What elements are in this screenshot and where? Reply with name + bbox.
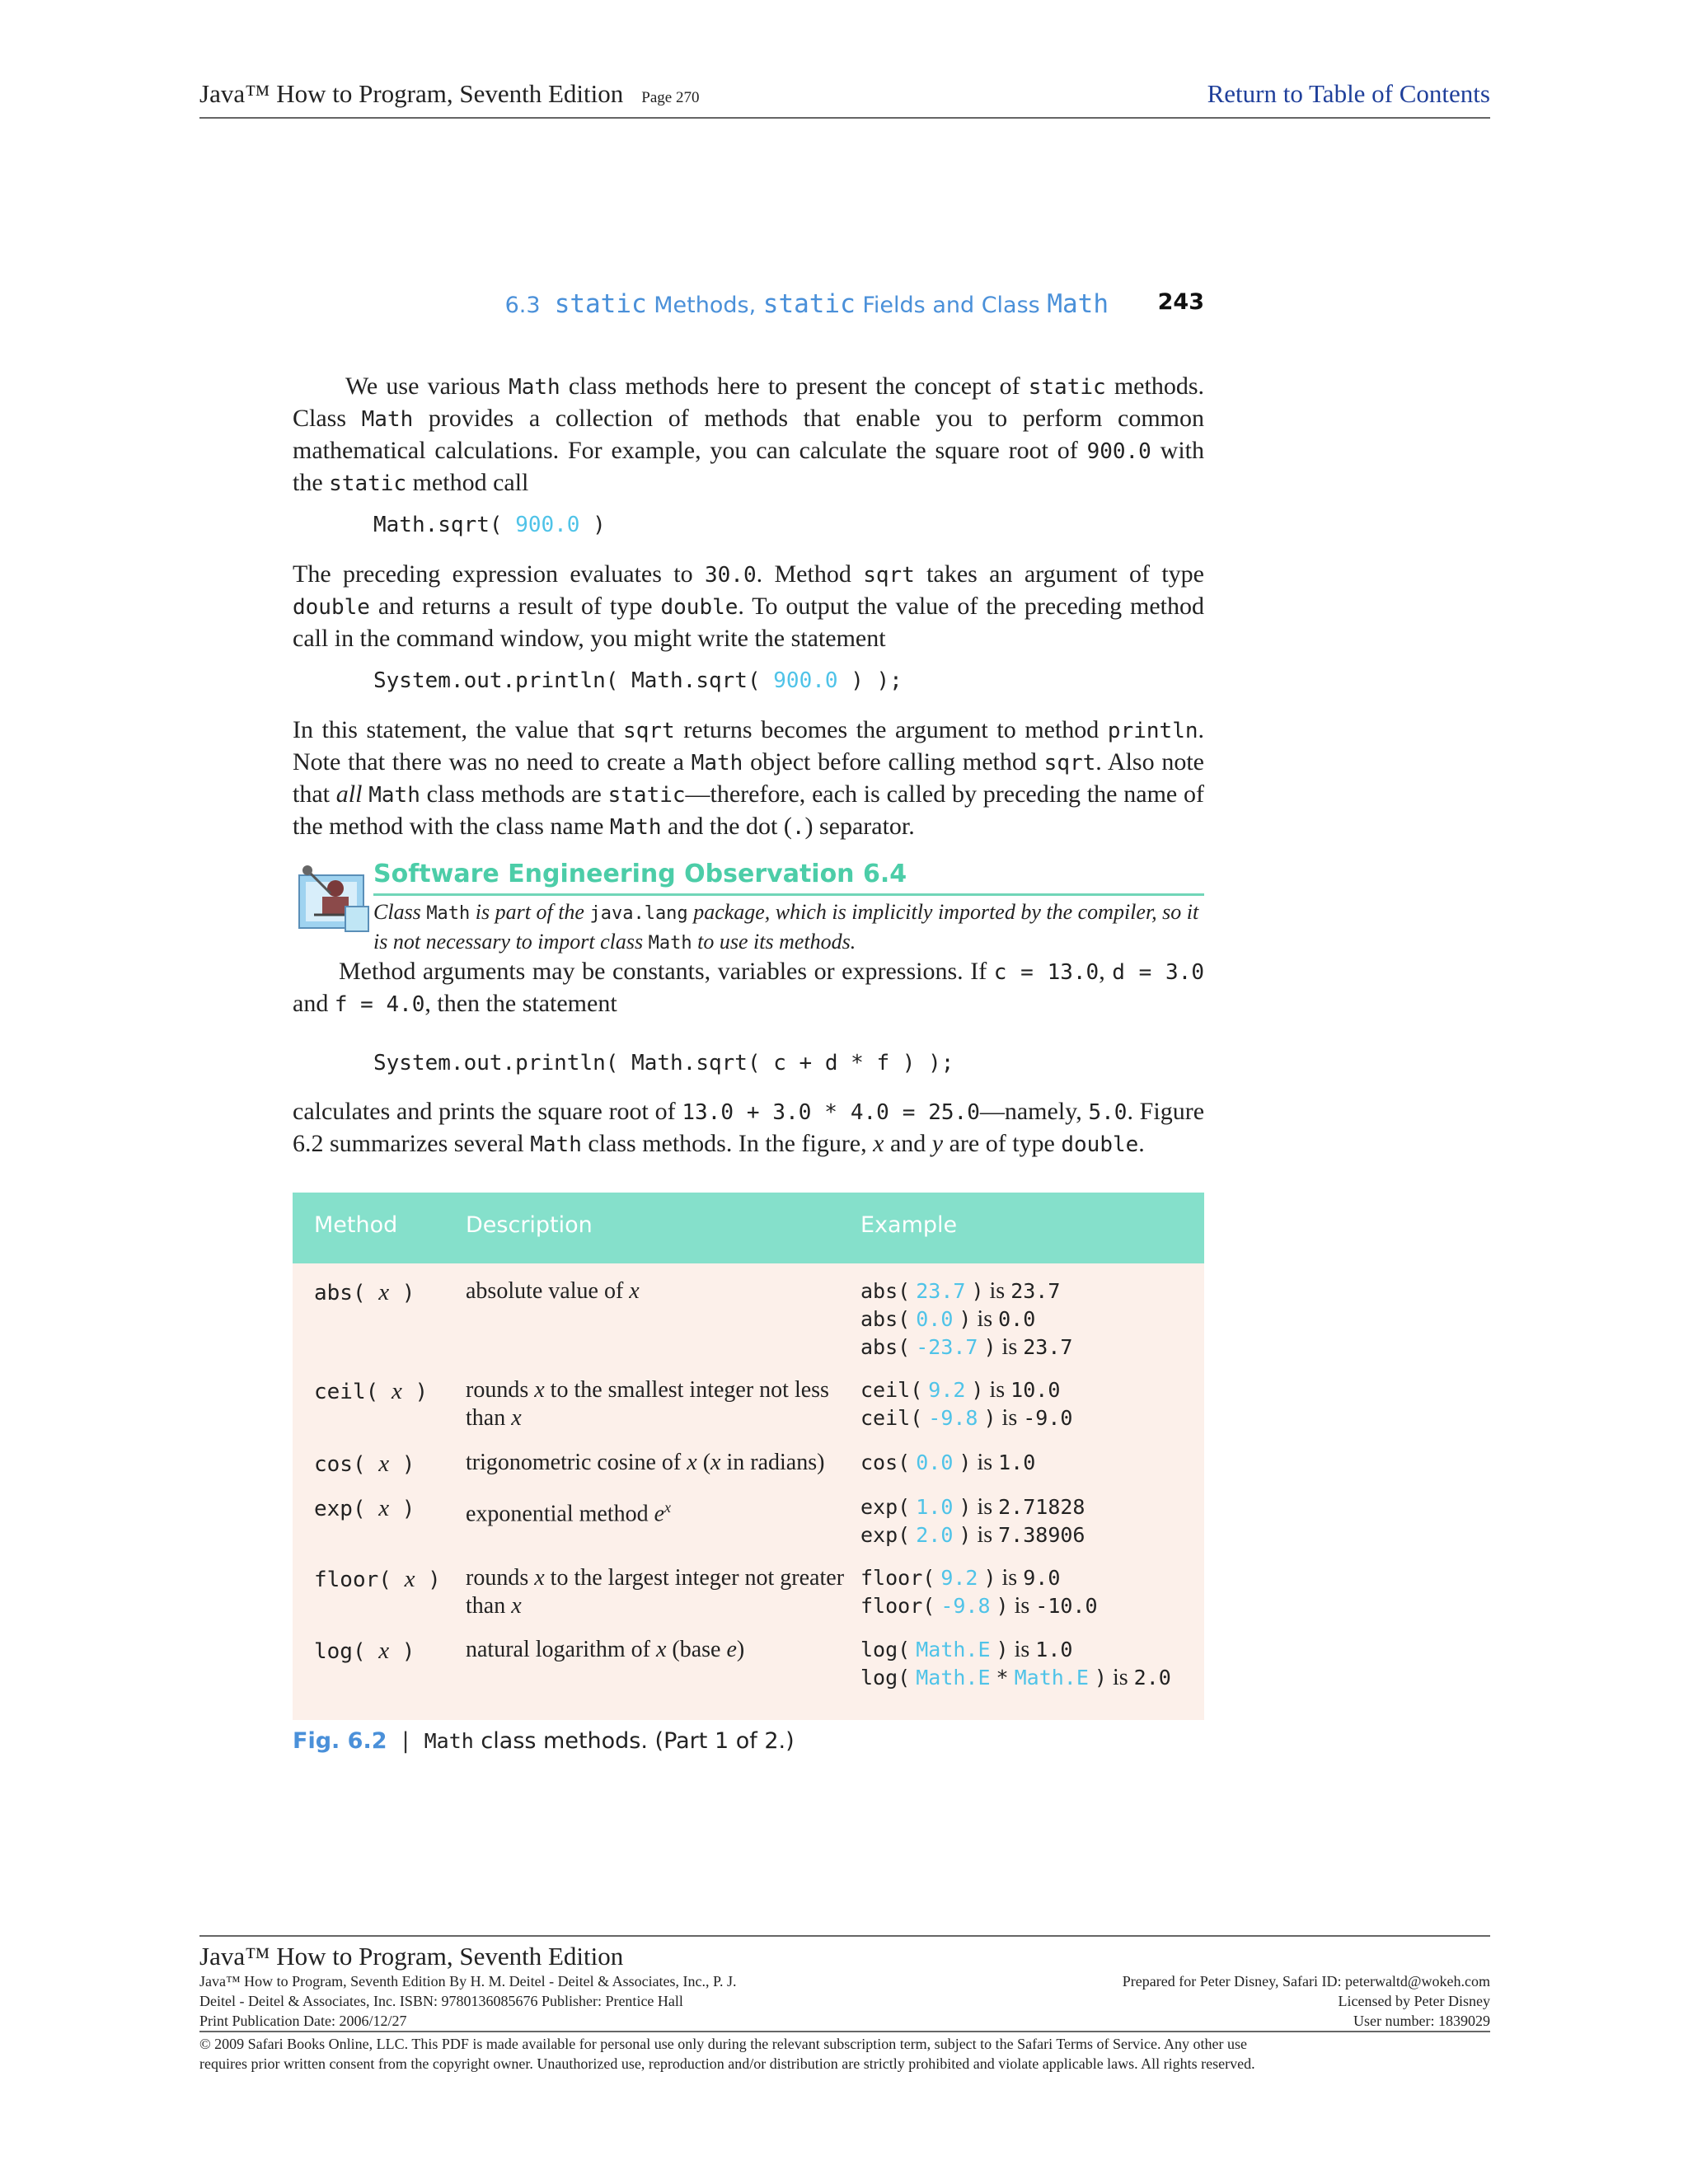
section-heading: 6.3 static Methods, static Fields and Class Math [504,289,1109,319]
column-header-method: Method [314,1212,398,1238]
method-description: absolute value of x [466,1278,640,1304]
math-methods-table [293,1193,1204,1720]
footer-copyright: © 2009 Safari Books Online, LLC. This PDF is made available for personal use only during the relevant subscription term, subject to the Safari Terms of Service. Any other use requires prior written consent from the copyright owner. Unauthorized use, reproduction and/or distribution are strictly prohibited and violate applicable laws. All rights reserved. [199,2031,1490,2074]
method-name: log( x ) [314,1638,415,1664]
method-examples: abs( 23.7 ) is 23.7 abs( 0.0 ) is 0.0 abs( -23.7 ) is 23.7 [860,1278,1073,1360]
book-page-number: 243 [1157,289,1204,315]
footer-prepared-for: Prepared for Peter Disney, Safari ID: peterwaltd@wokeh.com [1122,1973,1490,1990]
code-example-3: System.out.println( Math.sqrt( c + d * f ) ); [373,1051,954,1076]
method-name: abs( x ) [314,1279,415,1305]
figure-caption: Fig. 6.2 | Math class methods. (Part 1 of 2.) [293,1728,795,1754]
software-engineering-icon [298,864,373,936]
footer-book-info: Java™ How to Program, Seventh Edition By H. M. Deitel - Deitel & Associates, Inc., P. J. [199,1973,737,1990]
method-examples: exp( 1.0 ) is 2.71828 exp( 2.0 ) is 7.38906 [860,1494,1085,1548]
running-head [293,284,1204,326]
footer-title: Java™ How to Program, Seventh Edition [199,1942,624,1971]
footer-licensed-to: Licensed by Peter Disney [1338,1993,1490,2009]
method-examples: floor( 9.2 ) is 9.0 floor( -9.8 ) is -10.0 [860,1565,1098,1619]
column-header-example: Example [860,1212,958,1238]
method-name: exp( x ) [314,1495,415,1521]
code-example-2: System.out.println( Math.sqrt( 900.0 ) ); [373,668,903,693]
column-header-description: Description [466,1212,593,1238]
paragraph-2: The preceding expression evaluates to 30.0. Method sqrt takes an argument of type double and returns a result of type double. To output the value of the preceding method call in the command window, you might write the statement [293,560,1205,652]
return-to-toc-link[interactable]: Return to Table of Contents [1207,79,1490,108]
page-footer [199,1935,1490,2072]
method-description: exponential method $e^x$ [466,1499,672,1527]
footer-isbn: Deitel - Deitel & Associates, Inc. ISBN: 9780136085676 Publisher: Prentice Hall [199,1993,683,2009]
method-examples: log( Math.E ) is 1.0 log( Math.E * Math.E ) is 2.0 [860,1637,1171,1690]
method-name: cos( x ) [314,1451,415,1477]
paragraph-4: Method arguments may be constants, variables or expressions. If c = 13.0, d = 3.0 and f = 4.0, then the statement [293,958,1204,1017]
method-description: rounds x to the smallest integer not less than x [466,1377,829,1431]
method-description: natural logarithm of x (base e) [466,1637,745,1662]
method-examples: cos( 0.0 ) is 1.0 [860,1450,1036,1475]
method-description: trigonometric cosine of x (x in radians) [466,1450,825,1475]
method-name: ceil( x ) [314,1378,429,1404]
method-description: rounds x to the largest integer not greater than x [466,1565,845,1619]
table-header [293,1193,1204,1263]
top-header [199,76,1490,119]
footer-user-number: User number: 1839029 [1353,2013,1490,2029]
seo-title: Software Engineering Observation 6.4 [373,855,1204,896]
paragraph-5: calculates and prints the square root of 13.0 + 3.0 * 4.0 = 25.0—namely, 5.0. Figure 6.2 summarizes several Math class methods. In the figure, x and y are of type double. [293,1098,1205,1157]
header-page-number: Page 270 [641,89,700,106]
software-engineering-observation [293,855,1204,954]
method-examples: ceil( 9.2 ) is 10.0 ceil( -9.8 ) is -9.0 [860,1377,1073,1431]
method-name: floor( x ) [314,1566,441,1592]
header-title: Java™ How to Program, Seventh Edition Page 270 [199,79,700,108]
code-example-1: Math.sqrt( 900.0 ) [373,513,606,537]
paragraph-3: In this statement, the value that sqrt returns becomes the argument to method println. Note that there was no need to create a Math object before calling method sqrt. Also note that all Math class methods are static—therefore, each is called by preceding the name of the method with the class name Math and the dot (.) separator. [293,716,1205,840]
footer-publication-date: Print Publication Date: 2006/12/27 [199,2013,407,2029]
paragraph-1: We use various Math class methods here to present the concept of static methods. Class Math provides a collection of methods that enable you to perform common mathematical calculations. For example, you can calculate the square root of 900.0 with the static method call [293,373,1205,496]
figure-label: Fig. 6.2 [293,1728,387,1754]
seo-body: Class Math is part of the java.lang package, which is implicitly imported by the compiler, so it is not necessary to import class Math to use its methods. [373,900,1199,954]
